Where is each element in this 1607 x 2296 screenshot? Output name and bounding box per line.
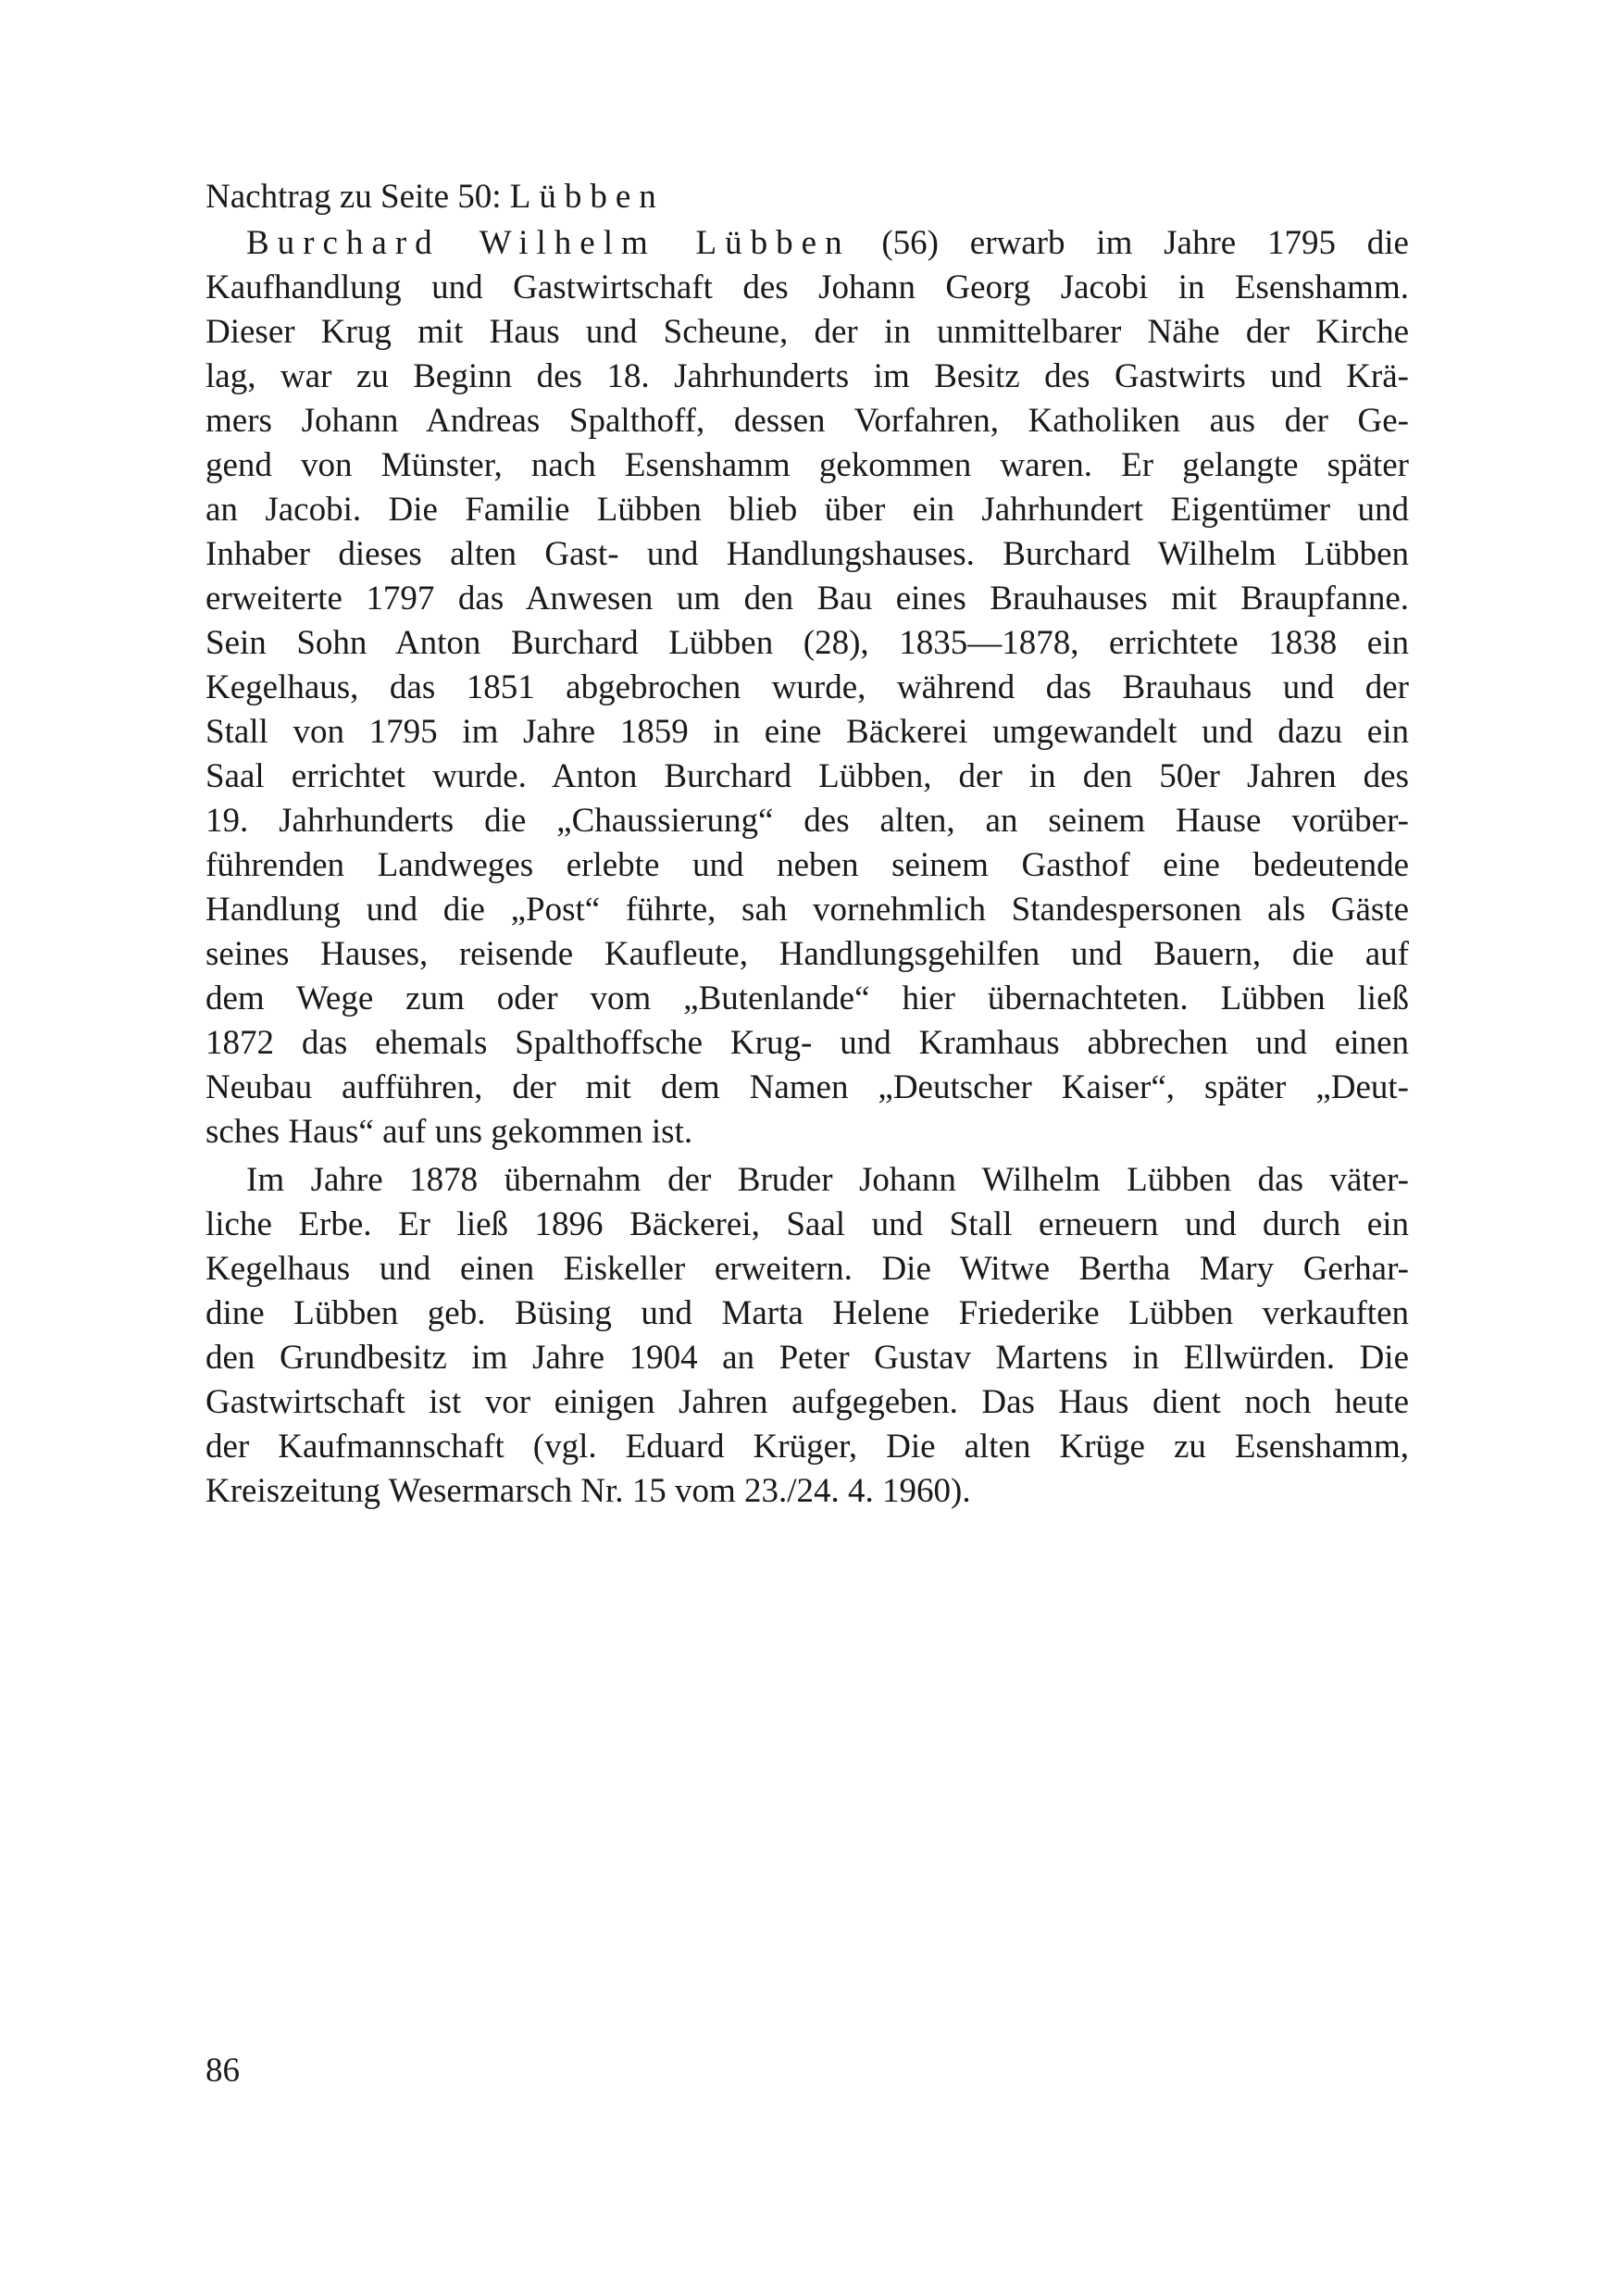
page-number: 86 — [206, 2052, 240, 2090]
paragraph-1-line: 19. Jahrhunderts die „Chaussierung“ des alten, an seinem Hause vorüber- — [206, 802, 1409, 840]
paragraph-2-line: der Kaufmannschaft (vgl. Eduard Krüger, Die alten Krüge zu Esenshamm, — [206, 1428, 1409, 1466]
paragraph-1-line: Stall von 1795 im Jahre 1859 in eine Bäckerei umgewandelt und dazu ein — [206, 713, 1409, 751]
paragraph-2-line: Gastwirtschaft ist vor einigen Jahren aufgegeben. Das Haus dient noch heute — [206, 1383, 1409, 1421]
paragraph-1-line: Handlung und die „Post“ führte, sah vornehmlich Standespersonen als Gäste — [206, 891, 1409, 929]
paragraph-1-line: Kaufhandlung und Gastwirtschaft des Johann Georg Jacobi in Esenshamm. — [206, 268, 1409, 306]
first-line-rest: (56) erwarb im Jahre 1795 die — [850, 224, 1409, 262]
paragraph-1-line: gend von Münster, nach Esenshamm gekommen waren. Er gelangte später — [206, 446, 1409, 484]
person-name-spaced: Burchard Wilhelm Lübben — [246, 224, 851, 262]
heading-name: Lübben — [509, 178, 665, 216]
section-heading — [206, 174, 665, 220]
paragraph-2-line: Kegelhaus und einen Eiskeller erweitern. Die Witwe Bertha Mary Gerhar- — [206, 1250, 1409, 1288]
paragraph-1-line: Sein Sohn Anton Burchard Lübben (28), 1835—1878, errichtete 1838 ein — [206, 624, 1409, 662]
paragraph-1-line: dem Wege zum oder vom „Butenlande“ hier übernachteten. Lübben ließ — [206, 980, 1409, 1017]
paragraph-1-line-1 — [246, 220, 1409, 267]
paragraph-1-line: Kegelhaus, das 1851 abgebrochen wurde, während das Brauhaus und der — [206, 668, 1409, 706]
paragraph-2-line: dine Lübben geb. Büsing und Marta Helene Friederike Lübben verkauften — [206, 1294, 1409, 1332]
paragraph-2-line: liche Erbe. Er ließ 1896 Bäckerei, Saal und Stall erneuern und durch ein — [206, 1205, 1409, 1243]
paragraph-1-line: an Jacobi. Die Familie Lübben blieb über ein Jahrhundert Eigentümer und — [206, 491, 1409, 529]
paragraph-2-line: den Grundbesitz im Jahre 1904 an Peter Gustav Martens in Ellwürden. Die — [206, 1339, 1409, 1377]
paragraph-1-line: sches Haus“ auf uns gekommen ist. — [206, 1113, 693, 1151]
heading-prefix: Nachtrag zu Seite 50: — [206, 178, 510, 216]
paragraph-1-line: seines Hauses, reisende Kaufleute, Handlungsgehilfen und Bauern, die auf — [206, 935, 1409, 973]
paragraph-2-line: Im Jahre 1878 übernahm der Bruder Johann Wilhelm Lübben das väter- — [246, 1161, 1409, 1199]
paragraph-1-line: 1872 das ehemals Spalthoffsche Krug- und Kramhaus abbrechen und einen — [206, 1024, 1409, 1062]
paragraph-1-line: Neubau aufführen, der mit dem Namen „Deutscher Kaiser“, später „Deut- — [206, 1068, 1409, 1106]
paragraph-1-line: Saal errichtet wurde. Anton Burchard Lübben, der in den 50er Jahren des — [206, 757, 1409, 795]
paragraph-1-line: mers Johann Andreas Spalthoff, dessen Vorfahren, Katholiken aus der Ge- — [206, 402, 1409, 440]
paragraph-2-line: Kreiszeitung Wesermarsch Nr. 15 vom 23./24. 4. 1960). — [206, 1472, 971, 1510]
paragraph-1-line: führenden Landweges erlebte und neben seinem Gasthof eine bedeutende — [206, 846, 1409, 884]
paragraph-1-line: Dieser Krug mit Haus und Scheune, der in unmittelbarer Nähe der Kirche — [206, 313, 1409, 351]
paragraph-1-line: Inhaber dieses alten Gast- und Handlungshauses. Burchard Wilhelm Lübben — [206, 535, 1409, 573]
paragraph-1-line: erweiterte 1797 das Anwesen um den Bau eines Brauhauses mit Braupfanne. — [206, 580, 1409, 618]
paragraph-1-line: lag, war zu Beginn des 18. Jahrhunderts im Besitz des Gastwirts und Krä- — [206, 357, 1409, 395]
